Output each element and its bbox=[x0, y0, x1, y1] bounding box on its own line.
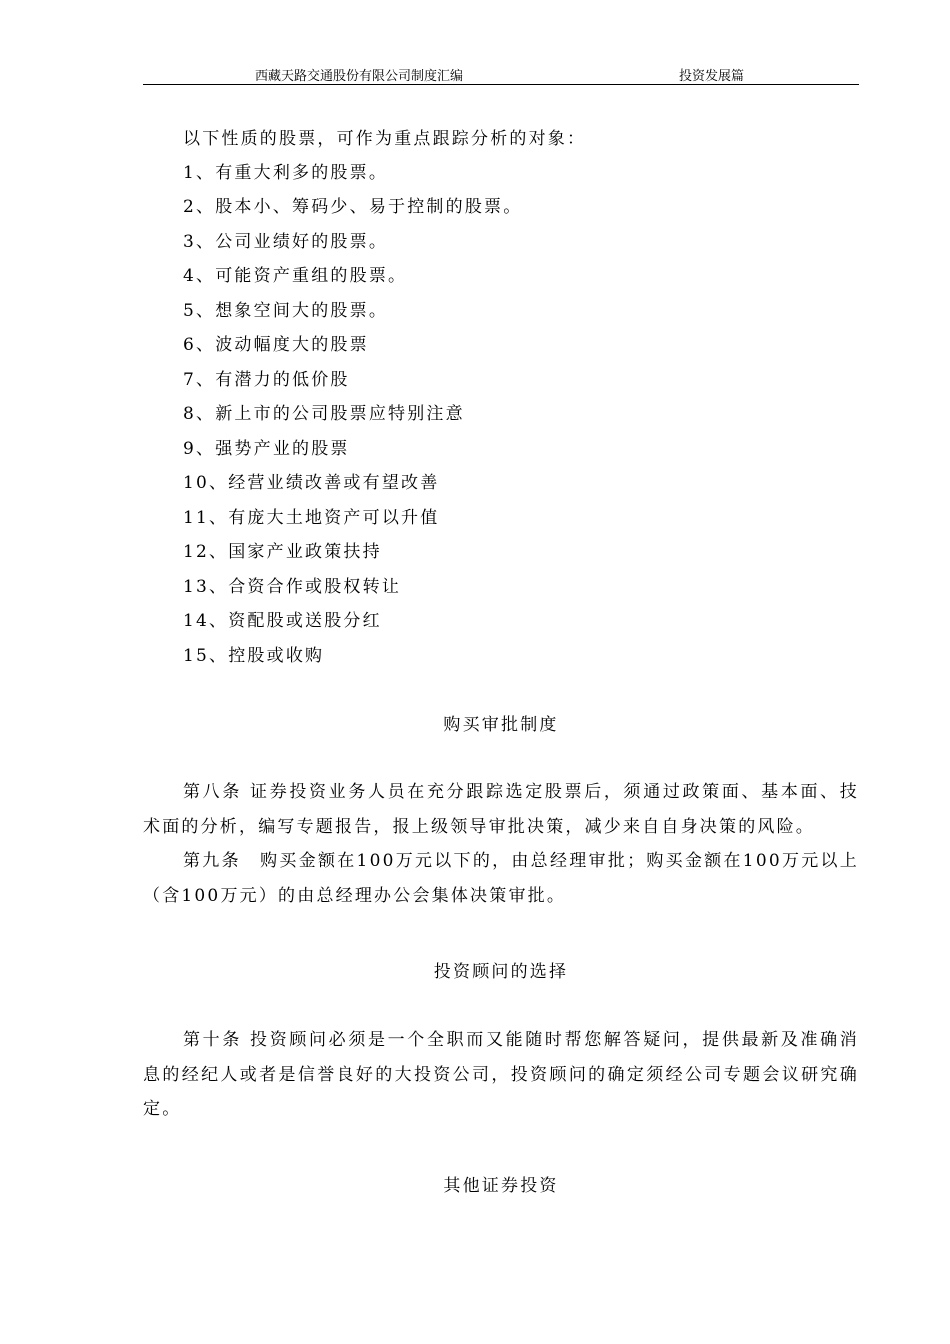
article-8-paragraph: 第八条 证券投资业务人员在充分跟踪选定股票后，须通过政策面、基本面、技术面的分析，编写专题报告，报上级领导审批决策，减少来自自身决策的风险。 bbox=[143, 782, 859, 837]
list-item: 8、新上市的公司股票应特别注意 bbox=[183, 404, 465, 424]
article-9-paragraph: 第九条 购买金额在100万元以下的，由总经理审批；购买金额在100万元以上（含100万元）的由总经理办公会集体决策审批。 bbox=[143, 851, 859, 906]
list-item: 10、经营业绩改善或有望改善 bbox=[183, 473, 440, 493]
intro-text: 以下性质的股票，可作为重点跟踪分析的对象： bbox=[183, 129, 587, 149]
list-item: 7、有潜力的低价股 bbox=[183, 370, 350, 390]
list-item: 3、公司业绩好的股票。 bbox=[183, 232, 389, 252]
list-item: 11、有庞大土地资产可以升值 bbox=[183, 508, 440, 528]
list-item: 15、控股或收购 bbox=[183, 646, 325, 666]
list-item: 6、波动幅度大的股票 bbox=[183, 335, 369, 355]
page-header bbox=[143, 62, 859, 85]
header-section-title: 投资发展篇 bbox=[679, 69, 745, 84]
header-company-title: 西藏天路交通股份有限公司制度汇编 bbox=[255, 69, 464, 84]
list-item: 2、股本小、筹码少、易于控制的股票。 bbox=[183, 197, 523, 217]
list-item: 13、合资合作或股权转让 bbox=[183, 577, 402, 597]
list-item: 14、资配股或送股分红 bbox=[183, 611, 382, 631]
section-heading-other-securities: 其他证券投资 bbox=[443, 1176, 559, 1196]
list-item: 5、想象空间大的股票。 bbox=[183, 301, 389, 321]
section-heading-purchase-approval: 购买审批制度 bbox=[443, 715, 559, 735]
article-10-paragraph: 第十条 投资顾问必须是一个全职而又能随时帮您解答疑问，提供最新及准确消息的经纪人或者是信誉良好的大投资公司，投资顾问的确定须经公司专题会议研究确定。 bbox=[143, 1030, 859, 1119]
list-item: 1、有重大利多的股票。 bbox=[183, 163, 389, 183]
list-item: 9、强势产业的股票 bbox=[183, 439, 350, 459]
list-item: 4、可能资产重组的股票。 bbox=[183, 266, 408, 286]
section-heading-advisor-selection: 投资顾问的选择 bbox=[433, 962, 569, 982]
list-item: 12、国家产业政策扶持 bbox=[183, 542, 382, 562]
